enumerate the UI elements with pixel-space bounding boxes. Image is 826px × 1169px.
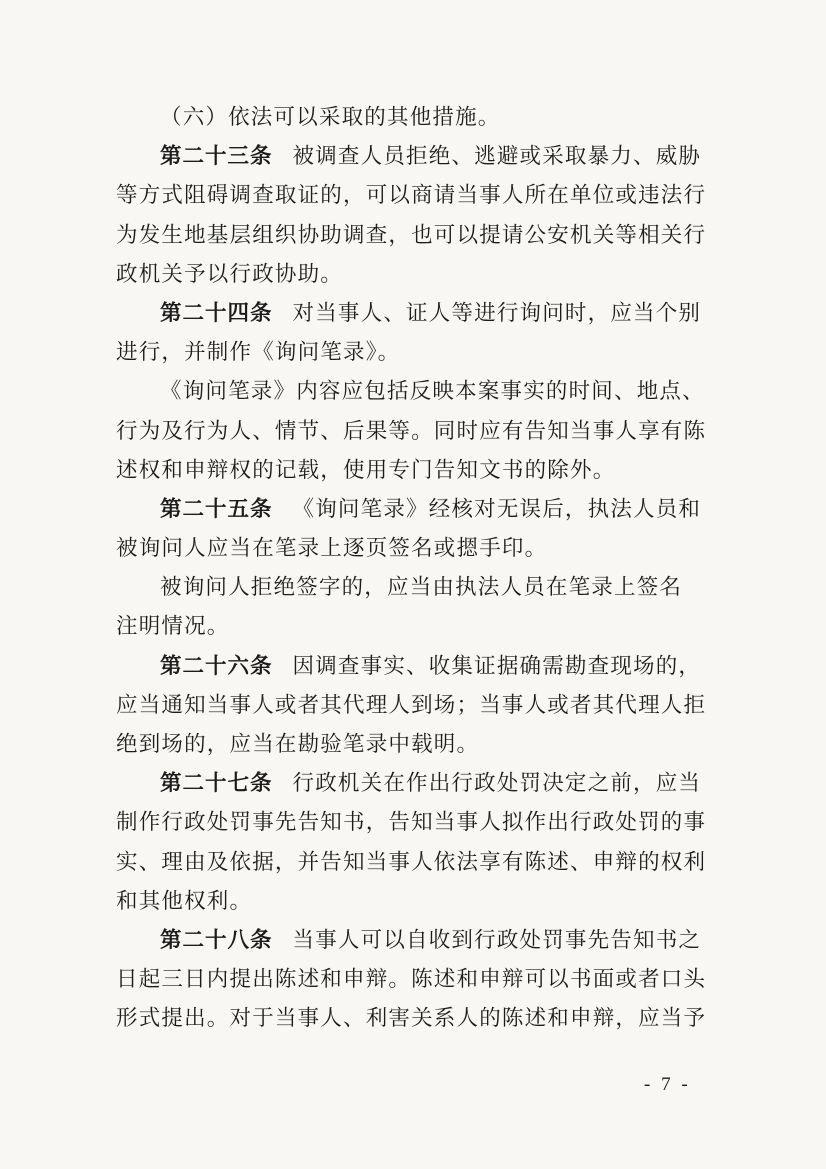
paragraph-line: 行为及行为人、情节、后果等。同时应有告知当事人享有陈 (116, 418, 707, 444)
paragraph-line: 绝到场的，应当在勘验笔录中载明。 (116, 732, 480, 757)
paragraph-line: 和其他权利。 (116, 888, 253, 914)
paragraph-line: 制作行政处罚事先告知书，告知当事人拟作出行政处罚的事 (116, 810, 707, 836)
article-23 (116, 137, 706, 176)
paragraph-line: 进行，并制作《询问笔录》。 (116, 340, 401, 366)
article-25 (116, 490, 706, 529)
paragraph-line: 应当通知当事人或者其代理人到场；当事人或者其代理人拒 (116, 692, 707, 718)
article-text: 当事人可以自收到行政处罚事先告知书之 (292, 927, 702, 953)
article-heading: 第二十六条 (160, 653, 273, 679)
paragraph-line: 等方式阻碍调查取证的，可以商请当事人所在单位或违法行 (116, 183, 707, 209)
article-heading: 第二十三条 (160, 144, 273, 170)
paragraph-line: 被询问人拒绝签字的，应当由执法人员在笔录上签名 (160, 575, 683, 601)
page-number: - 7 - (644, 1074, 691, 1095)
body-text (116, 98, 706, 1039)
article-text: 《询问笔录》经核对无误后，执法人员和 (292, 496, 702, 522)
paragraph-line: （六）依法可以采取的其他措施。 (160, 105, 501, 130)
article-28 (116, 921, 706, 960)
article-26 (116, 647, 706, 686)
paragraph-line: 实、理由及依据，并告知当事人依法享有陈述、申辩的权利 (116, 849, 707, 875)
paragraph-line: 政机关予以行政协助。 (116, 261, 344, 287)
paragraph-line: 被询问人应当在笔录上逐页签名或摁手印。 (116, 536, 548, 562)
paragraph-line: 述权和申辩权的记载，使用专门告知文书的除外。 (116, 457, 616, 483)
paragraph-line: 日起三日内提出陈述和申辩。陈述和申辩可以书面或者口头 (116, 967, 707, 993)
paragraph-line: 为发生地基层组织协助调查，也可以提请公安机关等相关行 (116, 222, 707, 248)
article-24 (116, 294, 706, 333)
article-text: 因调查事实、收集证据确需勘查现场的， (292, 653, 702, 679)
article-text: 行政机关在作出行政处罚决定之前，应当 (292, 771, 702, 797)
paragraph-line: 注明情况。 (116, 614, 230, 640)
paragraph-line: 形式提出。对于当事人、利害关系人的陈述和申辩，应当予 (116, 1006, 707, 1032)
article-heading: 第二十七条 (160, 771, 273, 797)
article-heading: 第二十八条 (160, 927, 273, 953)
article-27 (116, 764, 706, 803)
article-heading: 第二十五条 (160, 496, 273, 522)
article-text: 对当事人、证人等进行询问时，应当个别 (292, 300, 702, 326)
paragraph-line: 《询问笔录》内容应包括反映本案事实的时间、地点、 (160, 379, 705, 405)
article-text: 被调查人员拒绝、逃避或采取暴力、威胁 (292, 144, 702, 170)
article-heading: 第二十四条 (160, 300, 273, 326)
